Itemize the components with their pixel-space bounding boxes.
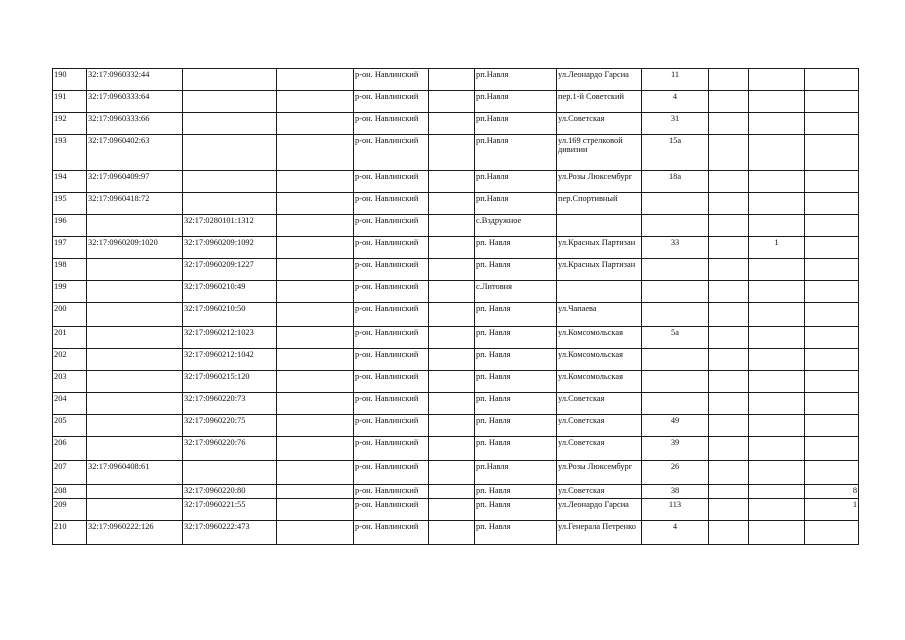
cadastral-number-2: 32:17:0280101:1312	[183, 215, 277, 237]
extra-cell	[749, 393, 805, 415]
blank-cell	[429, 215, 475, 237]
cadastral-number-1: 32:17:0960402:63	[87, 135, 183, 171]
house-number-cell	[642, 371, 709, 393]
street-cell: ул.Комсомольская	[557, 371, 642, 393]
extra-cell	[805, 461, 859, 485]
cadastral-number-2: 32:17:0960220:80	[183, 485, 277, 499]
extra-cell	[709, 327, 749, 349]
blank-cell	[429, 113, 475, 135]
table-row	[53, 461, 859, 485]
house-number-cell	[642, 393, 709, 415]
row-number: 208	[53, 485, 87, 499]
extra-cell	[749, 69, 805, 91]
blank-cell	[277, 69, 354, 91]
locality-cell: рп. Навля	[475, 349, 557, 371]
house-number-cell: 4	[642, 521, 709, 545]
extra-cell	[749, 303, 805, 327]
extra-cell	[709, 371, 749, 393]
locality-cell: рп. Навля	[475, 415, 557, 437]
cadastral-number-2	[183, 113, 277, 135]
locality-cell: рп. Навля	[475, 327, 557, 349]
blank-cell	[429, 485, 475, 499]
street-cell: ул.Советская	[557, 485, 642, 499]
extra-cell	[709, 113, 749, 135]
cadastral-number-1	[87, 281, 183, 303]
table-row	[53, 69, 859, 91]
extra-cell	[709, 461, 749, 485]
table-row	[53, 135, 859, 171]
street-cell: ул.Советская	[557, 113, 642, 135]
locality-cell: рп.Навля	[475, 461, 557, 485]
street-cell: ул.Советская	[557, 415, 642, 437]
extra-cell	[805, 69, 859, 91]
house-number-cell	[642, 193, 709, 215]
street-cell: ул.Розы Люксембург	[557, 171, 642, 193]
table-row	[53, 237, 859, 259]
extra-cell	[749, 91, 805, 113]
district-cell: р-он. Навлинский	[354, 499, 429, 521]
house-number-cell	[642, 349, 709, 371]
extra-cell	[805, 135, 859, 171]
cadastral-number-1	[87, 303, 183, 327]
blank-cell	[277, 91, 354, 113]
table-row	[53, 327, 859, 349]
district-cell: р-он. Навлинский	[354, 171, 429, 193]
extra-cell	[709, 91, 749, 113]
house-number-cell: 18а	[642, 171, 709, 193]
extra-cell	[709, 259, 749, 281]
cadastral-number-2	[183, 193, 277, 215]
row-number: 203	[53, 371, 87, 393]
table-row	[53, 303, 859, 327]
extra-cell	[749, 193, 805, 215]
blank-cell	[429, 371, 475, 393]
cadastral-number-1: 32:17:0960409:97	[87, 171, 183, 193]
locality-cell: рп. Навля	[475, 499, 557, 521]
cadastral-number-1	[87, 499, 183, 521]
extra-cell: 1	[805, 499, 859, 521]
extra-cell	[709, 485, 749, 499]
row-number: 190	[53, 69, 87, 91]
table-row	[53, 521, 859, 545]
house-number-cell: 5а	[642, 327, 709, 349]
blank-cell	[277, 135, 354, 171]
extra-cell	[749, 415, 805, 437]
street-cell: ул.Розы Люксембург	[557, 461, 642, 485]
property-table	[52, 68, 859, 545]
extra-cell	[805, 349, 859, 371]
cadastral-number-2	[183, 171, 277, 193]
extra-cell: 1	[749, 237, 805, 259]
district-cell: р-он. Навлинский	[354, 393, 429, 415]
district-cell: р-он. Навлинский	[354, 327, 429, 349]
district-cell: р-он. Навлинский	[354, 281, 429, 303]
street-cell	[557, 215, 642, 237]
blank-cell	[277, 171, 354, 193]
cadastral-number-1	[87, 485, 183, 499]
row-number: 196	[53, 215, 87, 237]
blank-cell	[277, 327, 354, 349]
extra-cell	[749, 259, 805, 281]
blank-cell	[429, 237, 475, 259]
extra-cell	[749, 113, 805, 135]
district-cell: р-он. Навлинский	[354, 485, 429, 499]
extra-cell	[709, 437, 749, 461]
blank-cell	[277, 461, 354, 485]
row-number: 191	[53, 91, 87, 113]
row-number: 198	[53, 259, 87, 281]
cadastral-number-2: 32:17:0960210:49	[183, 281, 277, 303]
locality-cell: рп.Навля	[475, 113, 557, 135]
blank-cell	[277, 259, 354, 281]
cadastral-number-2: 32:17:0960212:1023	[183, 327, 277, 349]
blank-cell	[277, 437, 354, 461]
extra-cell	[709, 499, 749, 521]
cadastral-number-2	[183, 91, 277, 113]
locality-cell: с.Вздружное	[475, 215, 557, 237]
district-cell: р-он. Навлинский	[354, 215, 429, 237]
blank-cell	[277, 393, 354, 415]
row-number: 204	[53, 393, 87, 415]
house-number-cell: 4	[642, 91, 709, 113]
cadastral-number-1	[87, 371, 183, 393]
row-number: 199	[53, 281, 87, 303]
row-number: 201	[53, 327, 87, 349]
cadastral-number-1: 32:17:0960408:61	[87, 461, 183, 485]
extra-cell	[709, 69, 749, 91]
extra-cell	[709, 237, 749, 259]
district-cell: р-он. Навлинский	[354, 135, 429, 171]
blank-cell	[277, 371, 354, 393]
blank-cell	[429, 461, 475, 485]
street-cell: ул.Комсомольская	[557, 327, 642, 349]
extra-cell	[709, 415, 749, 437]
row-number: 194	[53, 171, 87, 193]
house-number-cell: 15а	[642, 135, 709, 171]
street-cell: ул.169 стрелковой дивизии	[557, 135, 642, 171]
blank-cell	[429, 135, 475, 171]
extra-cell	[749, 499, 805, 521]
cadastral-number-2: 32:17:0960212:1042	[183, 349, 277, 371]
house-number-cell: 11	[642, 69, 709, 91]
table-row	[53, 437, 859, 461]
cadastral-number-2	[183, 461, 277, 485]
locality-cell: с.Литовня	[475, 281, 557, 303]
blank-cell	[277, 521, 354, 545]
extra-cell	[805, 393, 859, 415]
cadastral-number-1	[87, 437, 183, 461]
extra-cell	[749, 371, 805, 393]
blank-cell	[429, 349, 475, 371]
extra-cell	[709, 349, 749, 371]
district-cell: р-он. Навлинский	[354, 521, 429, 545]
extra-cell	[709, 521, 749, 545]
extra-cell	[709, 303, 749, 327]
cadastral-number-2: 32:17:0960209:1227	[183, 259, 277, 281]
locality-cell: рп. Навля	[475, 237, 557, 259]
row-number: 202	[53, 349, 87, 371]
locality-cell: рп. Навля	[475, 259, 557, 281]
district-cell: р-он. Навлинский	[354, 349, 429, 371]
house-number-cell: 31	[642, 113, 709, 135]
row-number: 207	[53, 461, 87, 485]
blank-cell	[429, 171, 475, 193]
cadastral-number-2: 32:17:0960220:73	[183, 393, 277, 415]
extra-cell	[749, 485, 805, 499]
cadastral-number-2	[183, 69, 277, 91]
street-cell: ул.Советская	[557, 393, 642, 415]
district-cell: р-он. Навлинский	[354, 193, 429, 215]
street-cell: ул.Чапаева	[557, 303, 642, 327]
blank-cell	[429, 437, 475, 461]
cadastral-number-1	[87, 415, 183, 437]
district-cell: р-он. Навлинский	[354, 237, 429, 259]
extra-cell	[749, 437, 805, 461]
row-number: 197	[53, 237, 87, 259]
locality-cell: рп.Навля	[475, 193, 557, 215]
table-row	[53, 485, 859, 499]
blank-cell	[429, 521, 475, 545]
blank-cell	[277, 113, 354, 135]
extra-cell	[805, 193, 859, 215]
district-cell: р-он. Навлинский	[354, 91, 429, 113]
row-number: 192	[53, 113, 87, 135]
table-row	[53, 215, 859, 237]
extra-cell	[805, 91, 859, 113]
extra-cell	[805, 371, 859, 393]
extra-cell	[805, 303, 859, 327]
extra-cell	[709, 193, 749, 215]
locality-cell: рп. Навля	[475, 393, 557, 415]
table-row	[53, 91, 859, 113]
cadastral-number-2	[183, 135, 277, 171]
house-number-cell	[642, 215, 709, 237]
blank-cell	[277, 303, 354, 327]
street-cell: ул.Комсомольская	[557, 349, 642, 371]
blank-cell	[429, 193, 475, 215]
extra-cell	[749, 215, 805, 237]
blank-cell	[429, 91, 475, 113]
extra-cell	[709, 171, 749, 193]
blank-cell	[429, 499, 475, 521]
blank-cell	[429, 259, 475, 281]
extra-cell	[709, 393, 749, 415]
table-row	[53, 259, 859, 281]
district-cell: р-он. Навлинский	[354, 113, 429, 135]
extra-cell	[805, 415, 859, 437]
locality-cell: рп. Навля	[475, 371, 557, 393]
table-row	[53, 393, 859, 415]
blank-cell	[429, 303, 475, 327]
blank-cell	[277, 193, 354, 215]
extra-cell	[749, 521, 805, 545]
table-row	[53, 371, 859, 393]
cadastral-number-2: 32:17:0960210:50	[183, 303, 277, 327]
street-cell: ул.Генерала Петренко	[557, 521, 642, 545]
cadastral-number-1: 32:17:0960222:126	[87, 521, 183, 545]
extra-cell	[749, 327, 805, 349]
house-number-cell: 39	[642, 437, 709, 461]
district-cell: р-он. Навлинский	[354, 303, 429, 327]
cadastral-number-1	[87, 393, 183, 415]
street-cell: ул.Леонардо Гарсиа	[557, 499, 642, 521]
cadastral-number-1: 32:17:0960418:72	[87, 193, 183, 215]
district-cell: р-он. Навлинский	[354, 371, 429, 393]
blank-cell	[429, 415, 475, 437]
extra-cell	[749, 135, 805, 171]
district-cell: р-он. Навлинский	[354, 415, 429, 437]
cadastral-number-1: 32:17:0960332:44	[87, 69, 183, 91]
house-number-cell: 113	[642, 499, 709, 521]
house-number-cell	[642, 303, 709, 327]
district-cell: р-он. Навлинский	[354, 437, 429, 461]
cadastral-number-2: 32:17:0960220:76	[183, 437, 277, 461]
blank-cell	[277, 499, 354, 521]
cadastral-number-1	[87, 349, 183, 371]
table-row	[53, 193, 859, 215]
street-cell	[557, 281, 642, 303]
table-body	[53, 69, 859, 545]
extra-cell: 8	[805, 485, 859, 499]
blank-cell	[277, 349, 354, 371]
cadastral-number-2: 32:17:0960222:473	[183, 521, 277, 545]
district-cell: р-он. Навлинский	[354, 461, 429, 485]
extra-cell	[749, 171, 805, 193]
extra-cell	[805, 237, 859, 259]
street-cell: ул.Красных Партизан	[557, 237, 642, 259]
house-number-cell	[642, 259, 709, 281]
cadastral-number-1: 32:17:0960209:1020	[87, 237, 183, 259]
row-number: 206	[53, 437, 87, 461]
house-number-cell: 38	[642, 485, 709, 499]
street-cell: ул.Советская	[557, 437, 642, 461]
locality-cell: рп. Навля	[475, 437, 557, 461]
extra-cell	[805, 521, 859, 545]
blank-cell	[429, 281, 475, 303]
house-number-cell: 49	[642, 415, 709, 437]
extra-cell	[709, 215, 749, 237]
extra-cell	[709, 135, 749, 171]
table-row	[53, 171, 859, 193]
extra-cell	[805, 113, 859, 135]
row-number: 200	[53, 303, 87, 327]
table-row	[53, 415, 859, 437]
blank-cell	[429, 69, 475, 91]
district-cell: р-он. Навлинский	[354, 259, 429, 281]
blank-cell	[429, 327, 475, 349]
blank-cell	[277, 237, 354, 259]
locality-cell: рп. Навля	[475, 303, 557, 327]
street-cell: пер.1-й Советский	[557, 91, 642, 113]
locality-cell: рп.Навля	[475, 69, 557, 91]
extra-cell	[805, 171, 859, 193]
row-number: 193	[53, 135, 87, 171]
row-number: 205	[53, 415, 87, 437]
blank-cell	[429, 393, 475, 415]
locality-cell: рп. Навля	[475, 521, 557, 545]
table-row	[53, 499, 859, 521]
extra-cell	[749, 281, 805, 303]
extra-cell	[709, 281, 749, 303]
locality-cell: рп.Навля	[475, 171, 557, 193]
street-cell: пер.Спортивный	[557, 193, 642, 215]
extra-cell	[805, 327, 859, 349]
table-row	[53, 349, 859, 371]
extra-cell	[805, 215, 859, 237]
cadastral-number-2: 32:17:0960220:75	[183, 415, 277, 437]
cadastral-number-2: 32:17:0960221:55	[183, 499, 277, 521]
cadastral-number-2: 32:17:0960215:120	[183, 371, 277, 393]
house-number-cell	[642, 281, 709, 303]
blank-cell	[277, 281, 354, 303]
street-cell: ул.Леонардо Гарсиа	[557, 69, 642, 91]
cadastral-number-1	[87, 327, 183, 349]
locality-cell: рп.Навля	[475, 135, 557, 171]
row-number: 210	[53, 521, 87, 545]
table-row	[53, 113, 859, 135]
extra-cell	[805, 437, 859, 461]
extra-cell	[749, 461, 805, 485]
blank-cell	[277, 415, 354, 437]
cadastral-number-2: 32:17:0960209:1092	[183, 237, 277, 259]
extra-cell	[805, 281, 859, 303]
extra-cell	[805, 259, 859, 281]
district-cell: р-он. Навлинский	[354, 69, 429, 91]
cadastral-number-1	[87, 215, 183, 237]
street-cell: ул.Красных Партизан	[557, 259, 642, 281]
row-number: 209	[53, 499, 87, 521]
cadastral-number-1	[87, 259, 183, 281]
cadastral-number-1: 32:17:0960333:64	[87, 91, 183, 113]
locality-cell: рп. Навля	[475, 485, 557, 499]
house-number-cell: 33	[642, 237, 709, 259]
extra-cell	[749, 349, 805, 371]
table-row	[53, 281, 859, 303]
cadastral-number-1: 32:17:0960333:66	[87, 113, 183, 135]
blank-cell	[277, 215, 354, 237]
locality-cell: рп.Навля	[475, 91, 557, 113]
house-number-cell: 26	[642, 461, 709, 485]
blank-cell	[277, 485, 354, 499]
row-number: 195	[53, 193, 87, 215]
